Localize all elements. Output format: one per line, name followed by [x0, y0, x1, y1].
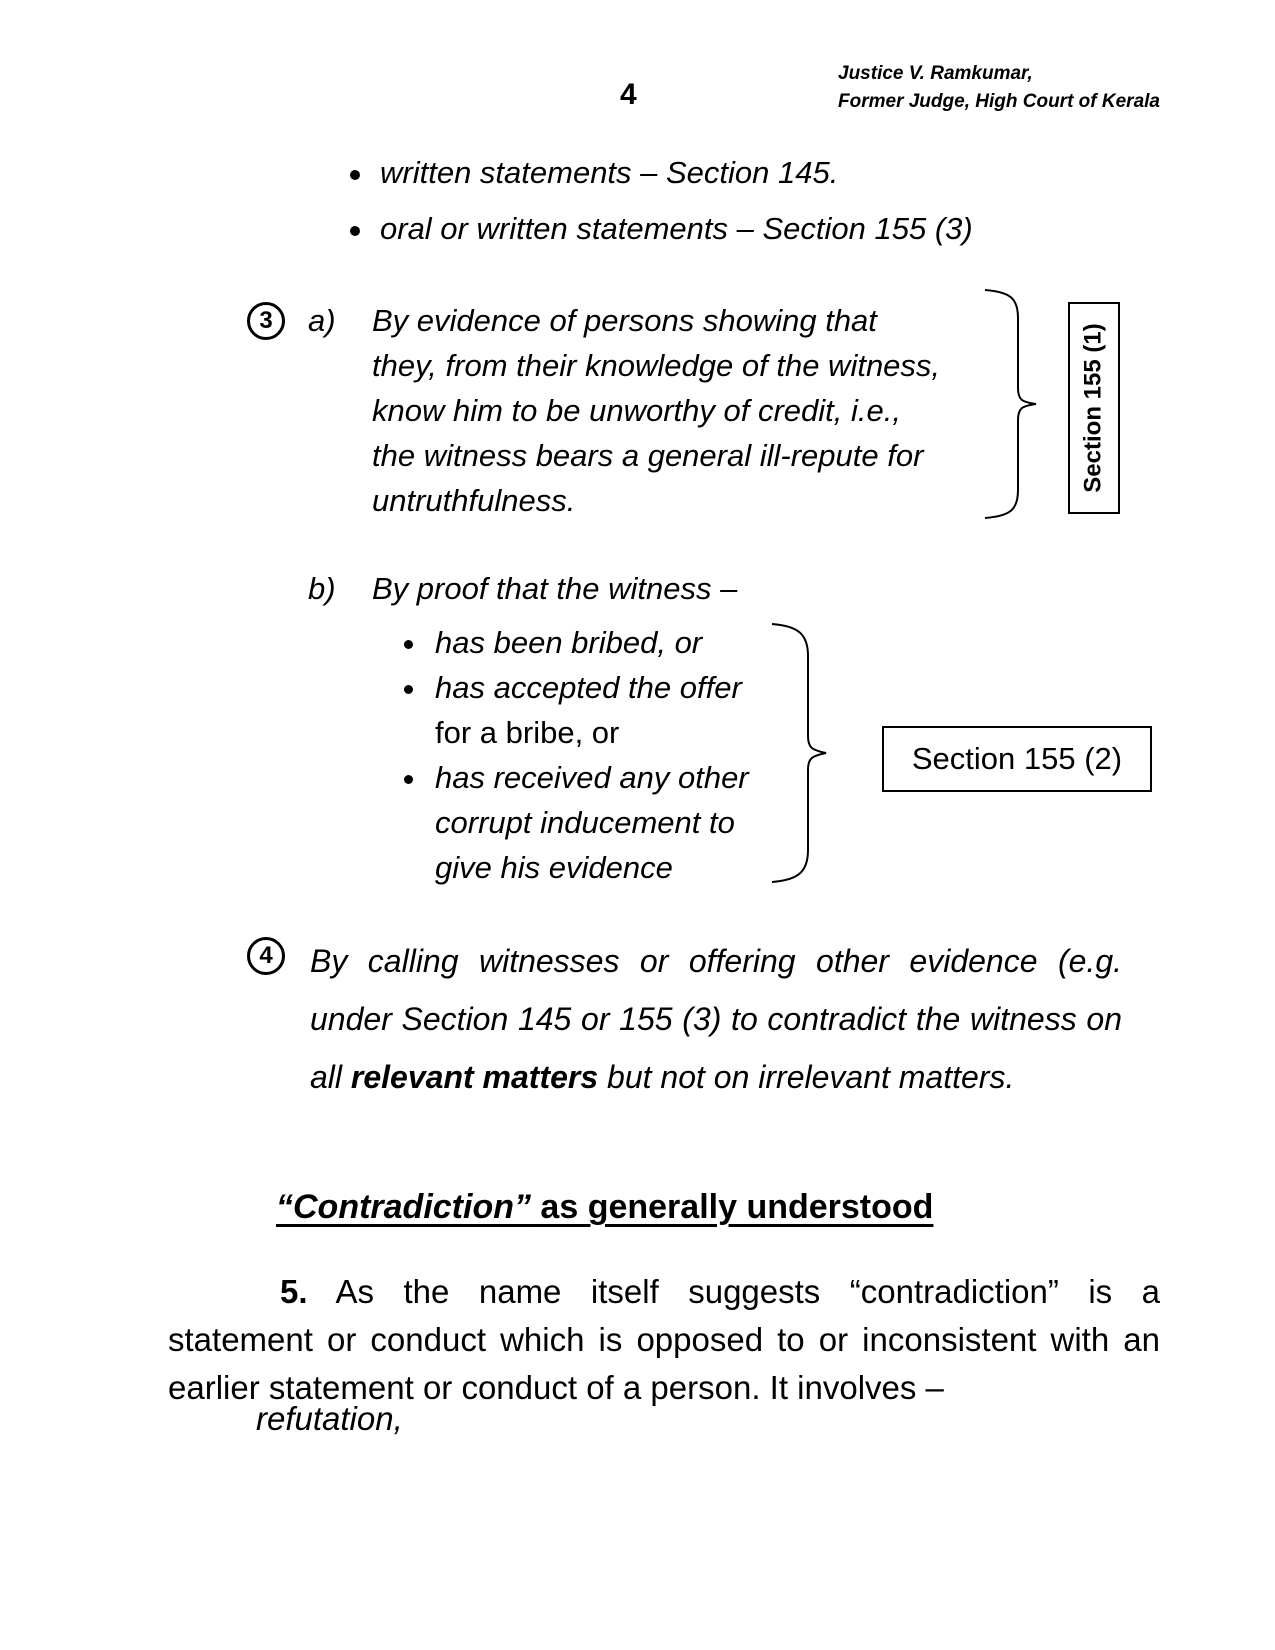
section-155-1-box: [1068, 302, 1120, 514]
paragraph-5: [168, 1268, 1160, 1412]
author-name: Justice V. Ramkumar,: [838, 63, 1033, 84]
text-line: they, from their knowledge of the witness,: [372, 348, 941, 383]
text-line: know him to be unworthy of credit, i.e.,: [372, 393, 901, 428]
bullet-icon: [404, 640, 413, 649]
list-item-text: has accepted the offer: [435, 670, 742, 705]
bullet-icon: [350, 226, 360, 236]
bullet-icon: [404, 775, 413, 784]
section-label: Section 155 (1): [1080, 323, 1107, 493]
section-155-2-box: Section 155 (2): [882, 726, 1152, 792]
list-item: [404, 665, 749, 755]
item3a-label: a): [308, 303, 336, 338]
list-item: [350, 150, 973, 206]
text-line: the witness bears a general ill-repute for: [372, 438, 924, 473]
text-run: but not on irrelevant matters.: [598, 1059, 1015, 1095]
section-heading: [276, 1188, 933, 1227]
list-item: [350, 206, 973, 251]
page-number: 4: [620, 78, 637, 111]
heading-rest: as generally understood: [530, 1188, 934, 1226]
paragraph-number: 5.: [280, 1273, 308, 1310]
list-item: [404, 755, 749, 890]
author-title: Former Judge, High Court of Kerala: [838, 91, 1160, 112]
list-item-text: corrupt inducement to: [435, 805, 735, 840]
item3b-bullet-list: [404, 620, 749, 890]
text-run: By calling witnesses or offering other evidence (e.g. under Section 145 or 155 (3) to contradict the witness on all: [310, 943, 1122, 1095]
paragraph-continuation: refutation,: [256, 1400, 403, 1437]
text-line: untruthfulness.: [372, 483, 576, 518]
list-item: [404, 620, 749, 665]
item3b-label: b): [308, 571, 336, 606]
list-item-text: written statements – Section 145.: [380, 155, 839, 190]
right-brace-icon: [770, 622, 830, 884]
list-item-text: has received any other: [435, 760, 749, 795]
top-bullet-list: [350, 150, 973, 251]
list-item-text: oral or written statements – Section 155 (3): [380, 211, 973, 246]
right-brace-icon: [980, 288, 1040, 520]
author-block: [838, 60, 1160, 116]
bullet-icon: [350, 170, 360, 180]
emphasis-text: relevant matters: [350, 1059, 599, 1095]
item-number-circle: 3: [247, 302, 285, 340]
paragraph-text: As the name itself suggests “contradiction” is a statement or conduct which is opposed to or inconsistent with an earlier statement or conduct of a person. It involves –: [168, 1273, 1160, 1406]
list-item-text: for a bribe, or: [435, 715, 620, 750]
item-number-circle: 4: [247, 937, 285, 975]
bullet-icon: [404, 685, 413, 694]
item3b-intro: By proof that the witness –: [372, 571, 738, 606]
text-line: By evidence of persons showing that: [372, 303, 877, 338]
item3a-text: [372, 298, 940, 523]
list-item-text: has been bribed, or: [435, 625, 703, 660]
heading-italic: “Contradiction”: [276, 1188, 531, 1226]
list-item-text: give his evidence: [435, 850, 673, 885]
item4-text: [310, 932, 1122, 1106]
